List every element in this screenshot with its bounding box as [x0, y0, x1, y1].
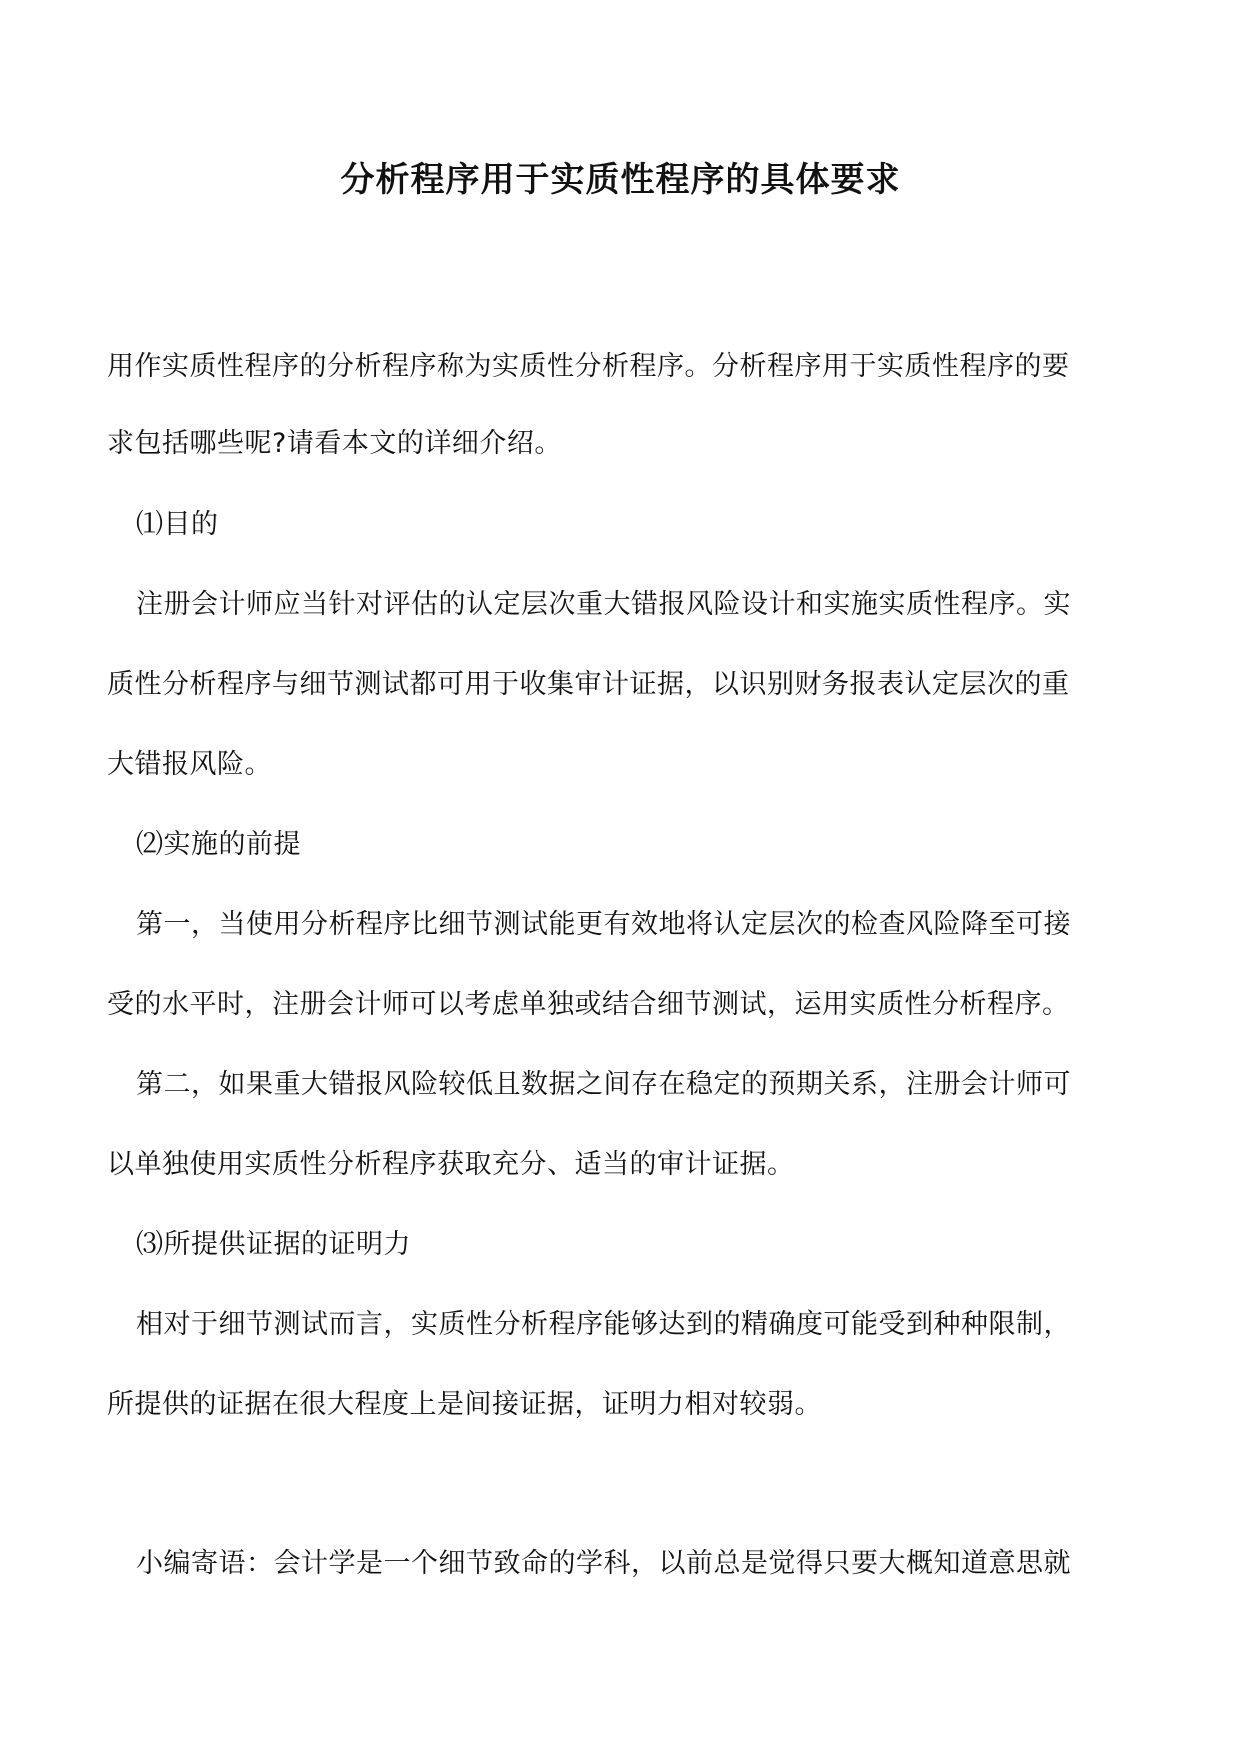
evidence-line-2: 所提供的证据在很大程度上是间接证据，证明力相对较弱。 [107, 1389, 822, 1420]
section-heading-evidence: ⑶所提供证据的证明力 [136, 1229, 411, 1260]
prerequisite-first-line-2: 受的水平时，注册会计师可以考虑单独或结合细节测试，运用实质性分析程序。 [107, 989, 1070, 1020]
purpose-line-1: 注册会计师应当针对评估的认定层次重大错报风险设计和实施实质性程序。实 [136, 589, 1071, 620]
editor-note-line: 小编寄语：会计学是一个细节致命的学科，以前总是觉得只要大概知道意思就 [136, 1548, 1071, 1579]
section-heading-prerequisite: ⑵实施的前提 [136, 829, 301, 860]
prerequisite-second-line-2: 以单独使用实质性分析程序获取充分、适当的审计证据。 [107, 1149, 795, 1180]
intro-line-1: 用作实质性程序的分析程序称为实质性分析程序。分析程序用于实质性程序的要 [107, 351, 1070, 382]
intro-line-2: 求包括哪些呢?请看本文的详细介绍。 [107, 428, 562, 459]
purpose-line-2: 质性分析程序与细节测试都可用于收集审计证据，以识别财务报表认定层次的重 [107, 669, 1070, 700]
section-heading-purpose: ⑴目的 [136, 509, 219, 540]
evidence-line-1: 相对于细节测试而言，实质性分析程序能够达到的精确度可能受到种种限制， [136, 1309, 1071, 1340]
prerequisite-first-line-1: 第一，当使用分析程序比细节测试能更有效地将认定层次的检查风险降至可接 [136, 909, 1071, 940]
prerequisite-second-line-1: 第二，如果重大错报风险较低且数据之间存在稳定的预期关系，注册会计师可 [136, 1069, 1071, 1100]
document-title: 分析程序用于实质性程序的具体要求 [340, 160, 901, 200]
purpose-line-3: 大错报风险。 [107, 749, 272, 780]
